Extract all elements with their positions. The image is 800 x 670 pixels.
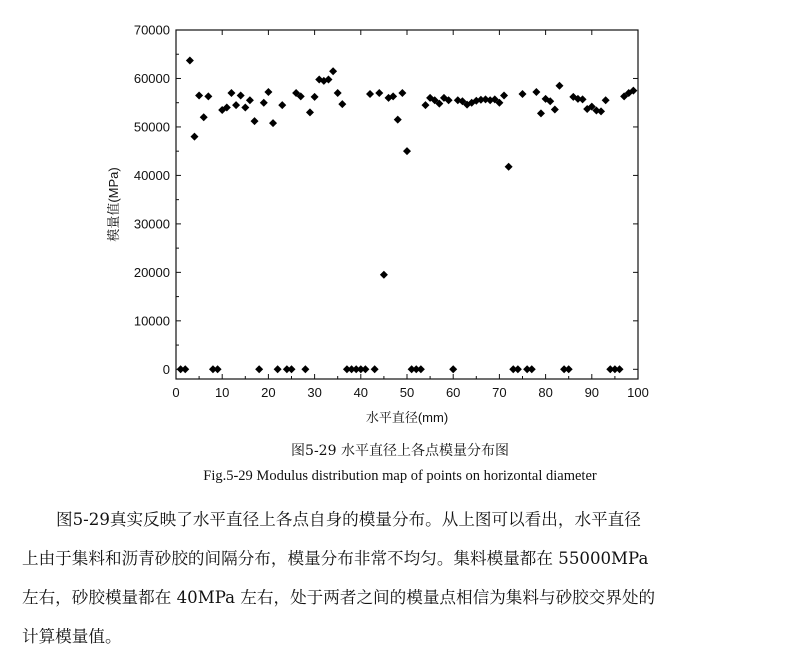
y-tick-label: 10000: [133, 313, 170, 329]
x-tick-label: 60: [445, 385, 461, 400]
data-point: [301, 365, 309, 373]
data-point: [251, 117, 259, 125]
data-point: [334, 89, 342, 97]
y-tick-label: 50000: [133, 119, 170, 135]
x-tick-label: 10: [214, 385, 230, 400]
x-tick-label: 80: [538, 385, 553, 400]
data-point: [555, 82, 563, 90]
data-point: [602, 96, 610, 104]
data-point: [278, 101, 286, 109]
data-point: [398, 89, 406, 97]
data-point: [190, 133, 198, 141]
paragraph-line-3: 左右，砂胶模量都在 40MPa 左右，处于两者之间的模量点相信为集料与砂胶交界处的: [22, 588, 656, 607]
figure-caption-chinese: 图5-29 水平直径上各点模量分布图: [291, 443, 509, 459]
data-point: [246, 96, 254, 104]
data-point: [311, 93, 319, 101]
paragraph-line-2: 上由于集料和沥青砂胶的间隔分布，模量分布非常不均匀。集料模量都在 55000MPa: [22, 549, 649, 568]
x-tick-label: 90: [584, 385, 600, 400]
y-axis-label: 模量值(MPa): [106, 167, 121, 242]
data-point: [338, 100, 346, 108]
figure-caption-english: Fig.5-29 Modulus distribution map of points on horizontal diameter: [203, 468, 597, 484]
data-point: [375, 89, 383, 97]
paragraph-line-1-text: 图5-29真实反映了水平直径上各点自身的模量分布。从上图可以看出，水平直径: [56, 510, 641, 529]
x-tick-label: 0: [172, 385, 180, 400]
data-point: [449, 365, 457, 373]
data-point: [366, 90, 374, 98]
y-tick-label: 30000: [133, 216, 170, 232]
data-point: [186, 57, 194, 65]
y-tick-label: 60000: [133, 70, 170, 86]
data-point: [500, 91, 508, 99]
data-point: [200, 113, 208, 121]
plot-frame: [176, 30, 638, 379]
x-axis-label: 水平直径(mm): [365, 410, 449, 425]
data-point: [579, 95, 587, 103]
data-point: [204, 92, 212, 100]
data-point: [394, 116, 402, 124]
data-point: [505, 163, 513, 171]
data-point: [417, 365, 425, 373]
x-tick-label: 20: [261, 385, 276, 400]
data-point: [288, 365, 296, 373]
data-point: [380, 271, 388, 279]
data-point: [237, 91, 245, 99]
data-point: [361, 365, 369, 373]
data-point: [255, 365, 263, 373]
y-tick-label: 20000: [133, 264, 170, 280]
data-point: [181, 365, 189, 373]
x-tick-label: 30: [307, 385, 322, 400]
data-point: [329, 67, 337, 75]
data-point: [528, 365, 536, 373]
data-point: [214, 365, 222, 373]
data-point: [537, 109, 545, 117]
data-point: [565, 365, 573, 373]
data-point: [551, 105, 559, 113]
y-tick-label: 0: [162, 361, 170, 377]
data-point: [195, 91, 203, 99]
data-point: [269, 119, 277, 127]
data-point: [514, 365, 522, 373]
data-point: [371, 365, 379, 373]
y-tick-label: 70000: [133, 22, 170, 38]
data-point: [241, 104, 249, 112]
chart-svg: [100, 18, 660, 430]
paragraph-line-4: 计算模量值。: [22, 627, 122, 646]
data-point: [306, 108, 314, 116]
data-point: [274, 365, 282, 373]
modulus-scatter-chart: [100, 18, 660, 430]
x-tick-label: 50: [399, 385, 415, 400]
x-tick-label: 100: [627, 385, 649, 400]
data-point: [227, 89, 235, 97]
data-point: [232, 101, 240, 109]
data-point: [403, 147, 411, 155]
data-point: [532, 88, 540, 96]
x-tick-label: 40: [353, 385, 369, 400]
data-point: [260, 99, 268, 107]
data-point: [616, 365, 624, 373]
body-paragraph: [22, 500, 782, 656]
paragraph-line-1: [22, 500, 782, 539]
data-point: [421, 101, 429, 109]
y-tick-label: 40000: [133, 167, 170, 183]
data-point: [519, 90, 527, 98]
x-tick-label: 70: [492, 385, 507, 400]
data-point: [264, 88, 272, 96]
